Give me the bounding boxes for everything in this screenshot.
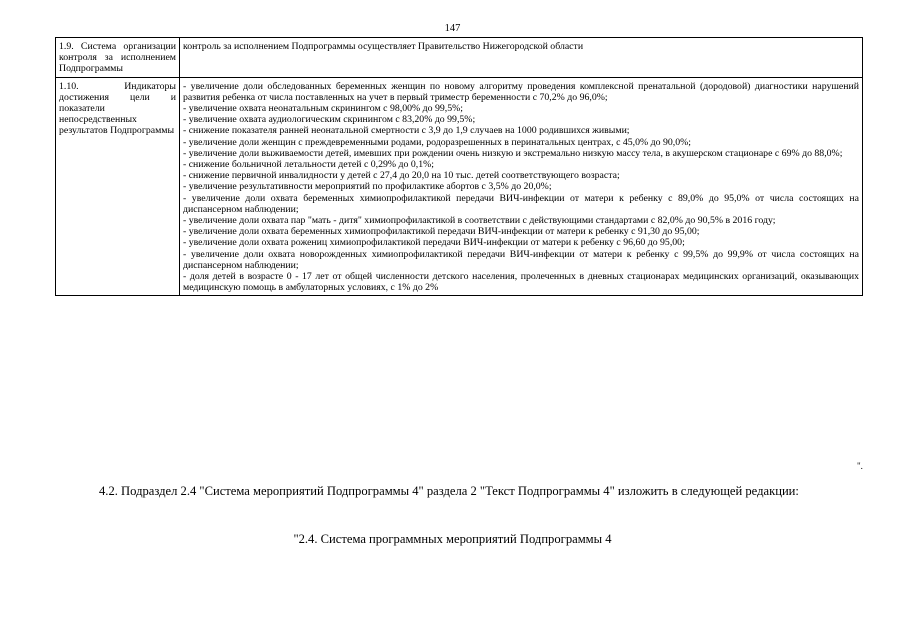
page-number: 147 bbox=[444, 23, 461, 34]
indicator-item: - снижение показателя ранней неонатальной смертности с 3,9 до 1,9 случаев на 1000 родившихся живыми; bbox=[183, 125, 630, 137]
closing-quote: ". bbox=[857, 461, 863, 471]
row-1-10-content bbox=[180, 77, 863, 296]
indicator-item: - снижение первичной инвалидности у детей с 27,4 до 20,0 на 10 тыс. детей соответствующего возраста; bbox=[183, 170, 620, 182]
indicator-item: - увеличение доли охвата беременных химиопрофилактикой передачи ВИЧ-инфекции от матери к ребенку с 91,30 до 95,00; bbox=[183, 226, 700, 238]
indicator-item: - увеличение результативности мероприятий по профилактике абортов с 3,5% до 20,0%; bbox=[183, 181, 552, 193]
indicator-item: - увеличение доли обследованных беременных женщин по новому алгоритму проведения комплексной пренатальной (дородовой) диагностики нарушений развития ребенка от числа поставленных на учет в первый триместр беременности с 70,2% до 96,0%; bbox=[183, 80, 859, 103]
indicator-item: - увеличение охвата аудиологическим скринингом с 83,20% до 99,5%; bbox=[183, 114, 476, 126]
indicator-item: - увеличение доли охвата беременных химиопрофилактикой передачи ВИЧ-инфекции от матери к ребенку с 89,0% до 95,0% от числа состоящих на диспансерном наблюдении; bbox=[183, 192, 859, 215]
indicator-item: - увеличение охвата неонатальным скринингом с 98,00% до 99,5%; bbox=[183, 103, 463, 115]
indicator-item: - увеличение доли охвата рожениц химиопрофилактикой передачи ВИЧ-инфекции от матери к ребенку с 96,60 до 95,00; bbox=[183, 237, 685, 249]
section-heading: "2.4. Система программных мероприятий Подпрограммы 4 bbox=[293, 532, 612, 546]
indicator-item: - снижение больничной летальности детей с 0,29% до 0,1%; bbox=[183, 159, 434, 171]
passport-table bbox=[55, 37, 863, 296]
indicator-item: - увеличение доли выживаемости детей, имевших при рождении очень низкую и экстремально низкую массу тела, в акушерском стационаре с 69% до 88,0%; bbox=[183, 147, 843, 159]
row-1-10-label: 1.10. Индикаторы достижения цели и показатели непосредственных результатов Подпрограммы bbox=[56, 77, 180, 296]
indicator-item: - увеличение доли охвата пар "мать - дитя" химиопрофилактикой в соответствии с действующими стандартами с 82,0% до 90,5% в 2016 году; bbox=[183, 215, 776, 227]
indicator-item: - увеличение доли женщин с преждевременными родами, родоразрешенных в перинатальных центрах, с 45,0% до 90,0%; bbox=[183, 136, 691, 148]
indicator-item: - доля детей в возрасте 0 - 17 лет от общей численности детского населения, пролеченных в дневных стационарах медицинских организаций, оказывающих медицинскую помощь в амбулаторных условиях, с 1% до 2% bbox=[183, 271, 859, 294]
row-1-9-content: контроль за исполнением Подпрограммы осуществляет Правительство Нижегородской области bbox=[180, 38, 863, 78]
table-row-1-9 bbox=[56, 38, 863, 78]
indicator-item: - увеличение доли охвата новорожденных химиопрофилактикой передачи ВИЧ-инфекции от матери к ребенку с 99,5% до 99,9% от числа состоящих на диспансерном наблюдении; bbox=[183, 248, 859, 271]
row-1-9-label: 1.9. Система организации контроля за исполнением Подпрограммы bbox=[56, 38, 180, 78]
body-paragraph: 4.2. Подраздел 2.4 "Система мероприятий Подпрограммы 4" раздела 2 "Текст Подпрограммы 4" изложить в следующей редакции: bbox=[99, 484, 799, 498]
table-row-1-10 bbox=[56, 77, 863, 296]
